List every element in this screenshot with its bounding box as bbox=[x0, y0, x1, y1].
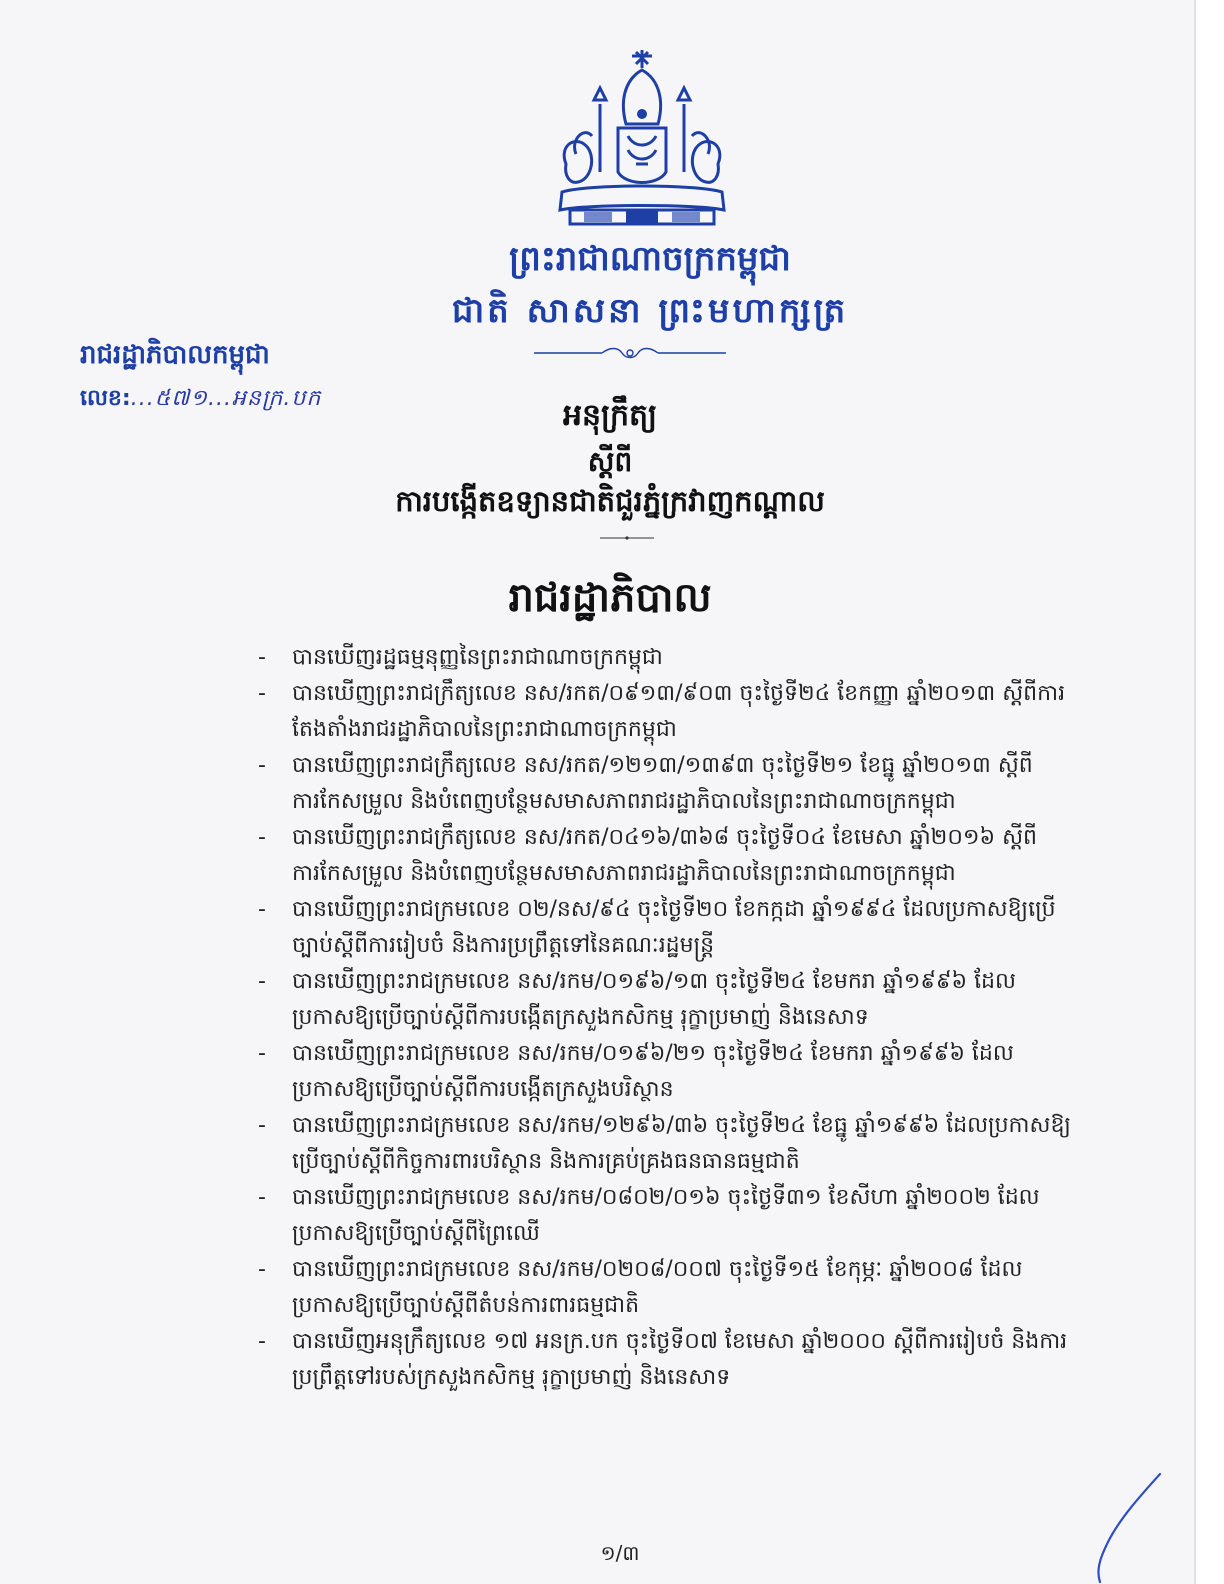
visa-item bbox=[258, 1324, 1088, 1396]
number-value: ...៥៧១...អនក្រ.បក bbox=[130, 386, 322, 411]
document-subject: ការបង្កើតឧទ្យានជាតិជួរភ្នំក្រវាញកណ្តាល bbox=[395, 484, 825, 518]
bullet-dash: - bbox=[258, 753, 266, 778]
issuing-authority: រាជរដ្ឋាភិបាលកម្ពុជា bbox=[80, 340, 270, 370]
bullet-dash: - bbox=[258, 1185, 266, 1210]
visa-item bbox=[258, 640, 1088, 676]
visa-item bbox=[258, 748, 1088, 820]
royal-arms-emblem bbox=[548, 44, 736, 230]
number-label: លេខ: bbox=[80, 386, 131, 411]
page-number: ១/៣ bbox=[600, 1541, 640, 1565]
visa-text: បានឃើញព្រះរាជក្រមលេខ ០២/នស/៩៤ ចុះថ្ងៃទី២០ ខែកក្កដា ឆ្នាំ១៩៩៤ ដែលប្រកាសឱ្យប្រើច្បាប់ស្តីពីការរៀបចំ និងការប្រព្រឹត្តទៅនៃគណៈរដ្ឋមន្ត្រី bbox=[292, 897, 1056, 958]
title-about: ស្តីពី bbox=[587, 445, 633, 478]
visa-text: បានឃើញព្រះរាជក្រមលេខ នស/រកម/០៨០២/០១៦ ចុះថ្ងៃទី៣១ ខែសីហា ឆ្នាំ២០០២ ដែលប្រកាសឱ្យប្រើច្បាប់ស្តីពីព្រៃឈើ bbox=[292, 1185, 1040, 1246]
document-number bbox=[80, 384, 321, 416]
visa-text: បានឃើញអនុក្រឹត្យលេខ ១៧ អនក្រ.បក ចុះថ្ងៃទី០៧ ខែមេសា ឆ្នាំ២០០០ ស្តីពីការរៀបចំ និងការប្រព្រឹត្តទៅរបស់ក្រសួងកសិកម្ម រុក្ខាប្រមាញ់ និងនេសាទ bbox=[292, 1329, 1068, 1390]
visa-item bbox=[258, 1108, 1088, 1180]
bullet-dash: - bbox=[258, 1113, 266, 1138]
bullet-dash: - bbox=[258, 969, 266, 994]
bullet-dash: - bbox=[258, 681, 266, 706]
visa-text: បានឃើញព្រះរាជក្រឹត្យលេខ នស/រកត/០៤១៦/៣៦៨ ចុះថ្ងៃទី០៤ ខែមេសា ឆ្នាំ២០១៦ ស្តីពីការកែសម្រួល និងបំពេញបន្ថែមសមាសភាពរាជរដ្ឋាភិបាលនៃព្រះរាជាណាចក្រកម្ពុជា bbox=[292, 825, 1038, 886]
visa-list bbox=[258, 640, 1088, 1396]
kingdom-name: ព្រះរាជាណាចក្រកម្ពុជា bbox=[509, 239, 791, 279]
national-motto: ជាតិ សាសនា ព្រះមហាក្សត្រ bbox=[451, 291, 849, 331]
visa-item bbox=[258, 892, 1088, 964]
bullet-dash: - bbox=[258, 645, 266, 670]
document-type: អនុក្រឹត្យ bbox=[562, 398, 658, 433]
visa-item bbox=[258, 1252, 1088, 1324]
bullet-dash: - bbox=[258, 897, 266, 922]
bullet-dash: - bbox=[258, 1329, 266, 1354]
initial-pen-stroke bbox=[1090, 1470, 1170, 1584]
visa-text: បានឃើញព្រះរាជក្រមលេខ នស/រកម/១២៩៦/៣៦ ចុះថ្ងៃទី២៤ ខែធ្នូ ឆ្នាំ១៩៩៦ ដែលប្រកាសឱ្យប្រើច្បាប់ស្តីពីកិច្ចការពារបរិស្ថាន និងការគ្រប់គ្រងធនធានធម្មជាតិ bbox=[292, 1113, 1071, 1174]
visa-item bbox=[258, 820, 1088, 892]
visa-text: បានឃើញព្រះរាជក្រឹត្យលេខ នស/រកត/០៩១៣/៩០៣ ចុះថ្ងៃទី២៤ ខែកញ្ញា ឆ្នាំ២០១៣ ស្តីពីការតែងតាំងរាជរដ្ឋាភិបាលនៃព្រះរាជាណាចក្រកម្ពុជា bbox=[292, 681, 1066, 742]
visa-text: បានឃើញព្រះរាជក្រមលេខ នស/រកម/០១៩៦/១៣ ចុះថ្ងៃទី២៤ ខែមករា ឆ្នាំ១៩៩៦ ដែលប្រកាសឱ្យប្រើច្បាប់ស្តីពីការបង្កើតក្រសួងកសិកម្ម រុក្ខាប្រមាញ់ និងនេសាទ bbox=[292, 969, 1016, 1030]
visa-text: បានឃើញរដ្ឋធម្មនុញ្ញនៃព្រះរាជាណាចក្រកម្ពុជា bbox=[292, 645, 663, 670]
visa-text: បានឃើញព្រះរាជក្រមលេខ នស/រកម/០១៩៦/២១ ចុះថ្ងៃទី២៤ ខែមករា ឆ្នាំ១៩៩៦ ដែលប្រកាសឱ្យប្រើច្បាប់ស្តីពីការបង្កើតក្រសួងបរិស្ថាន bbox=[292, 1041, 1014, 1102]
visa-text: បានឃើញព្រះរាជក្រឹត្យលេខ នស/រកត/១២១៣/១៣៩៣ ចុះថ្ងៃទី២១ ខែធ្នូ ឆ្នាំ២០១៣ ស្តីពីការកែសម្រួល និងបំពេញបន្ថែមសមាសភាពរាជរដ្ឋាភិបាលនៃព្រះរាជាណាចក្រកម្ពុជា bbox=[292, 753, 1033, 814]
bullet-dash: - bbox=[258, 825, 266, 850]
visa-item bbox=[258, 1180, 1088, 1252]
visa-item bbox=[258, 676, 1088, 748]
bullet-dash: - bbox=[258, 1041, 266, 1066]
bullet-dash: - bbox=[258, 1257, 266, 1282]
motto-ornament-divider bbox=[530, 346, 730, 360]
visa-item bbox=[258, 1036, 1088, 1108]
visa-text: បានឃើញព្រះរាជក្រមលេខ នស/រកម/០២០៨/០០៧ ចុះថ្ងៃទី១៥ ខែកុម្ភៈ ឆ្នាំ២០០៨ ដែលប្រកាសឱ្យប្រើច្បាប់ស្តីពីតំបន់ការពារធម្មជាតិ bbox=[292, 1257, 1023, 1318]
visa-item bbox=[258, 964, 1088, 1036]
title-divider bbox=[600, 536, 654, 540]
section-heading: រាជរដ្ឋាភិបាល bbox=[508, 575, 712, 621]
